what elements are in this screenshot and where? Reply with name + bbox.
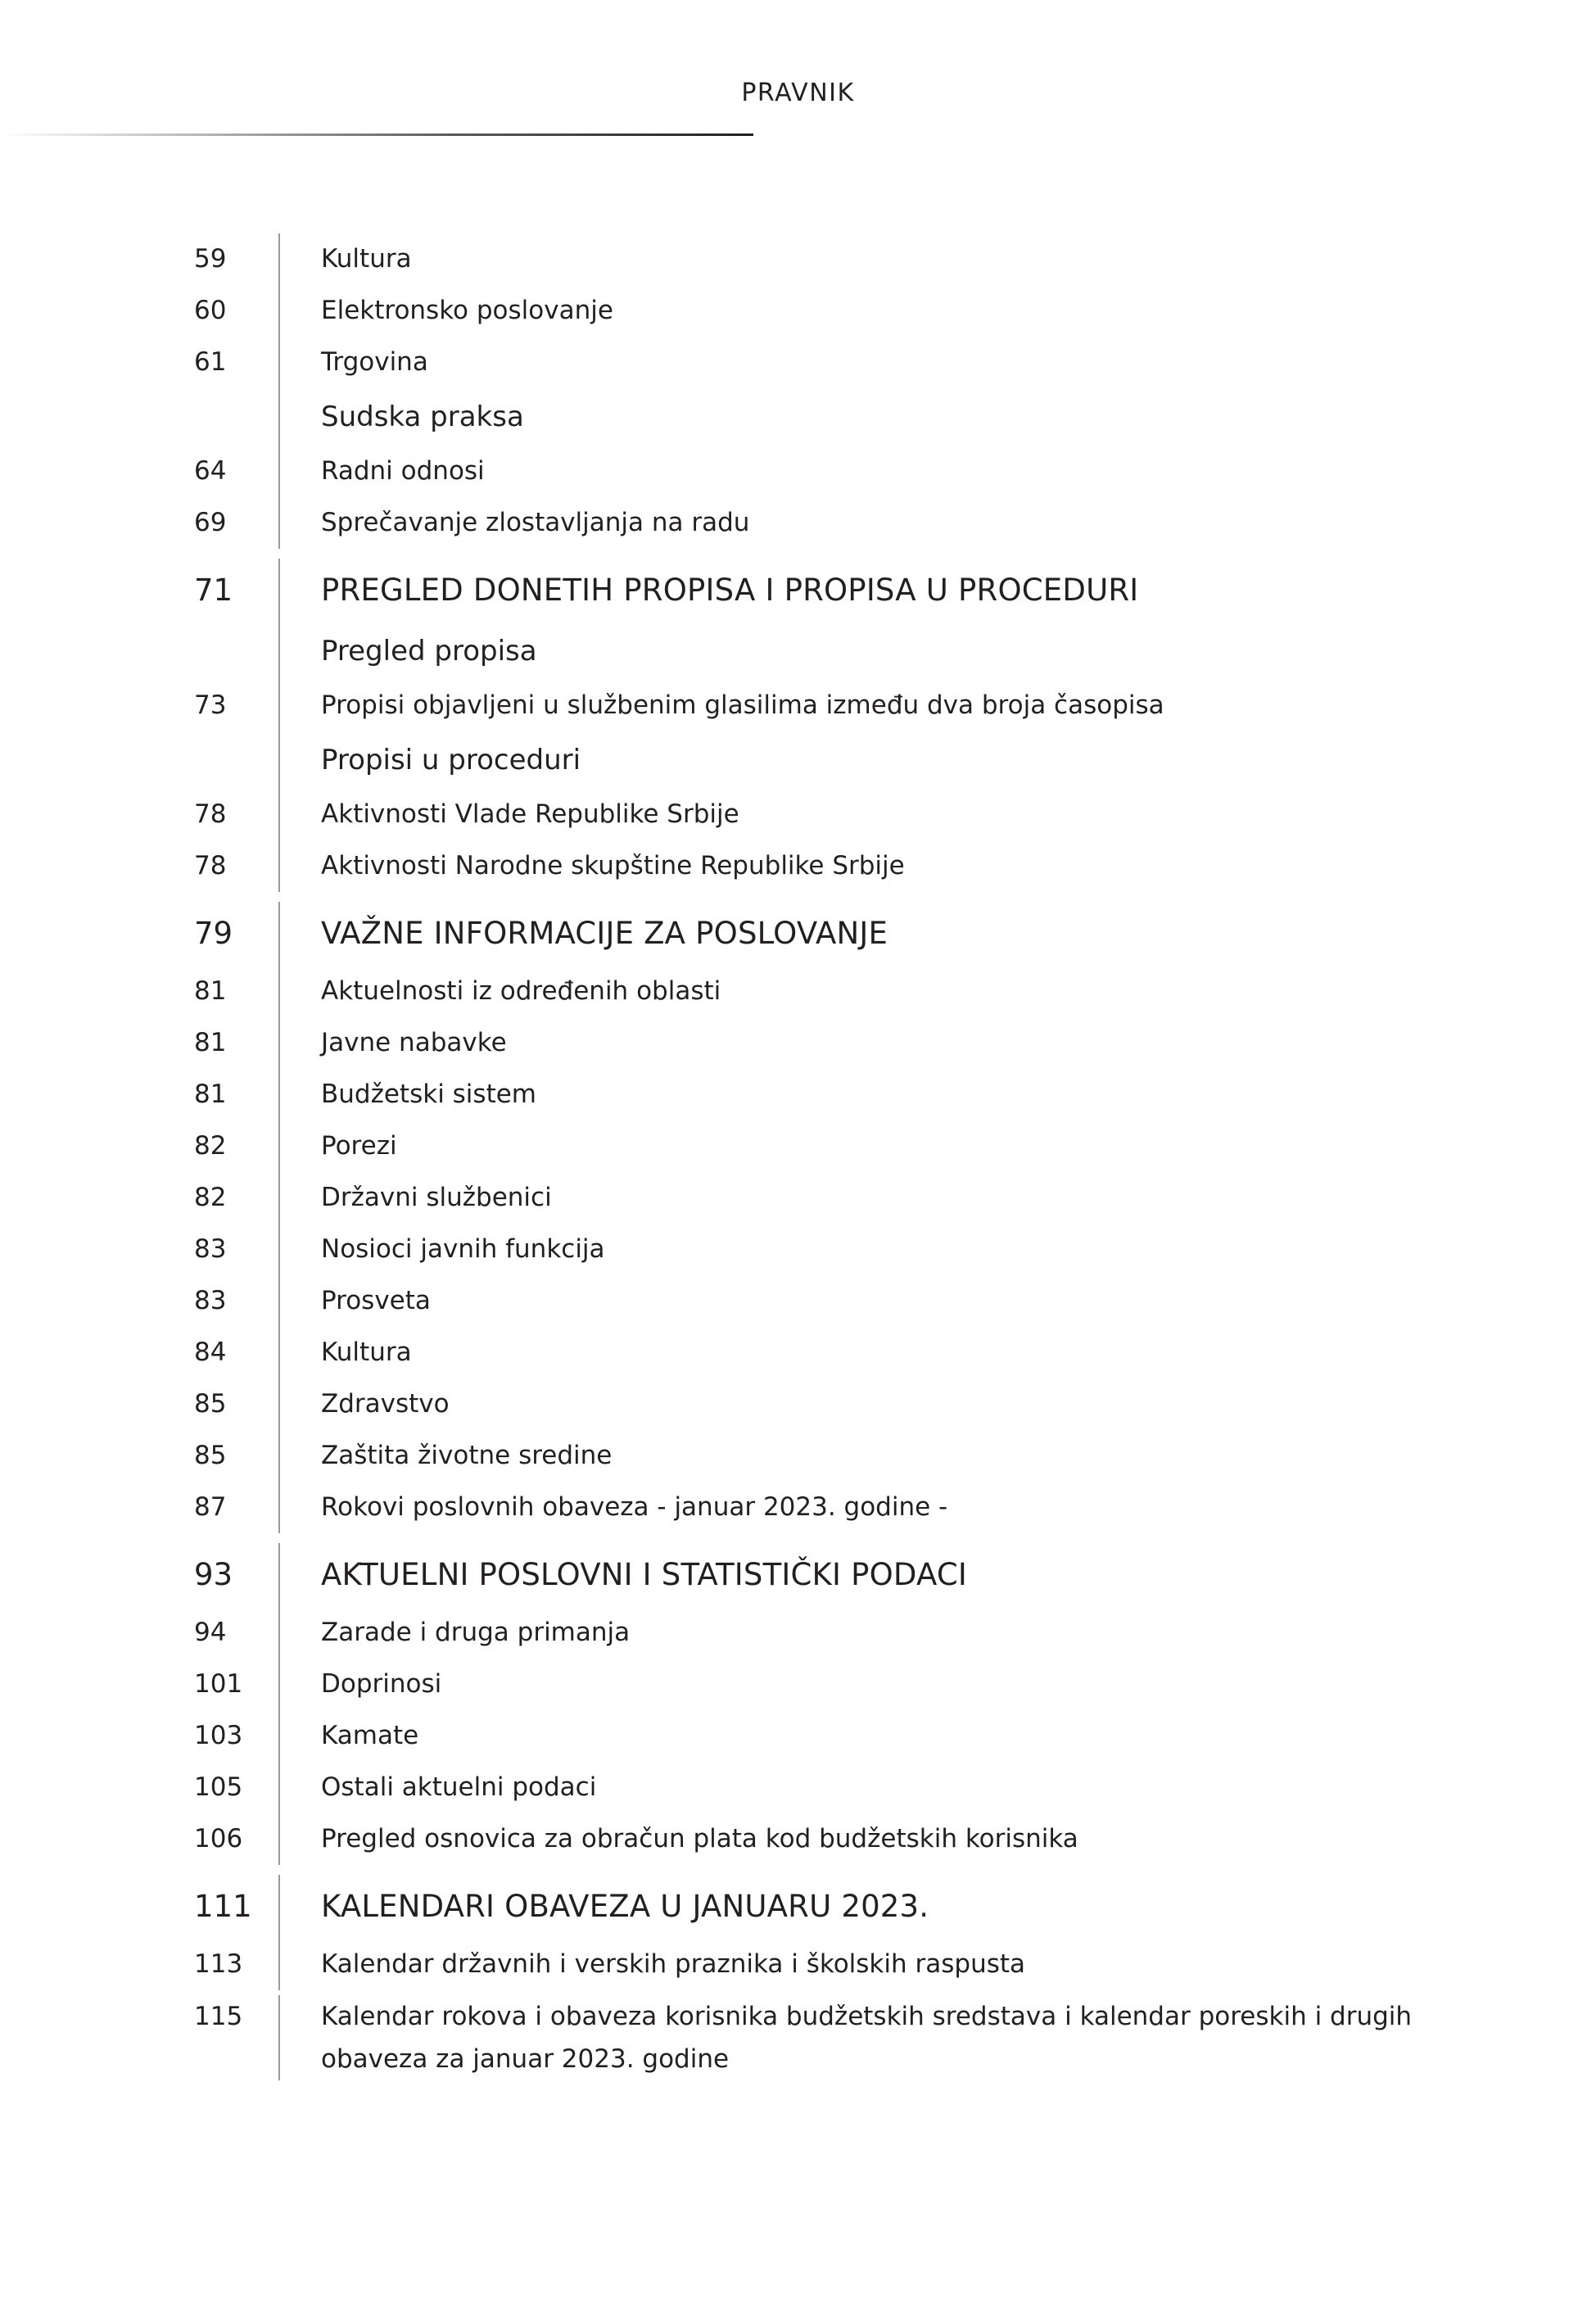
toc-page-number: 82 bbox=[194, 1183, 227, 1212]
toc-entry[interactable] bbox=[184, 1659, 1429, 1710]
toc-page-number: 79 bbox=[194, 916, 233, 951]
toc-entry[interactable] bbox=[184, 1120, 1429, 1172]
toc-page-number: 73 bbox=[194, 690, 227, 720]
toc-entry[interactable] bbox=[184, 1017, 1429, 1069]
toc-entry-label: Propisi objavljeni u službenim glasilima između dva broja časopisa bbox=[321, 690, 1164, 720]
toc-entry-label: Budžetski sistem bbox=[321, 1080, 537, 1109]
toc-page-number: 94 bbox=[194, 1618, 227, 1647]
toc-entry-label: Kultura bbox=[321, 244, 412, 274]
toc-page-number: 85 bbox=[194, 1389, 227, 1419]
toc-entry[interactable] bbox=[184, 233, 1429, 285]
toc-entry[interactable] bbox=[184, 1710, 1429, 1762]
toc-entry-label: AKTUELNI POSLOVNI I STATISTIČKI PODACI bbox=[321, 1557, 967, 1592]
toc-entry-label: Kultura bbox=[321, 1338, 412, 1367]
toc-entry[interactable] bbox=[184, 966, 1429, 1017]
toc-entry[interactable] bbox=[184, 680, 1429, 731]
toc-entry-label: Zaštita životne sredine bbox=[321, 1441, 613, 1470]
toc-entry[interactable] bbox=[184, 1224, 1429, 1275]
toc-page-number: 83 bbox=[194, 1286, 227, 1315]
toc-entry-label: Pregled osnovica za obračun plata kod budžetskih korisnika bbox=[321, 1824, 1078, 1854]
toc-entry-label: Aktivnosti Vlade Republike Srbije bbox=[321, 799, 739, 829]
toc-page-number: 82 bbox=[194, 1131, 227, 1161]
toc-entry-label: Porezi bbox=[321, 1131, 397, 1161]
toc-page-number: 78 bbox=[194, 851, 227, 880]
toc-entry-label: Pregled propisa bbox=[321, 635, 537, 668]
toc-entry-label: Državni službenici bbox=[321, 1183, 552, 1212]
toc-entry-label: Aktuelnosti iz određenih oblasti bbox=[321, 976, 721, 1006]
toc-entry[interactable] bbox=[184, 1275, 1429, 1327]
toc-entry-label: Sprečavanje zlostavljanja na radu bbox=[321, 508, 750, 537]
toc-entry[interactable] bbox=[184, 337, 1429, 388]
toc-entry-label: Kamate bbox=[321, 1721, 419, 1750]
toc-entry-label: Javne nabavke bbox=[321, 1028, 507, 1057]
toc-entry-label: Zdravstvo bbox=[321, 1389, 450, 1419]
toc-entry[interactable] bbox=[184, 1607, 1429, 1659]
toc-page-number: 60 bbox=[194, 296, 227, 325]
toc-page-number: 69 bbox=[194, 508, 227, 537]
toc-page-number: 101 bbox=[194, 1669, 243, 1699]
toc-page-number: 78 bbox=[194, 799, 227, 829]
toc-page-number: 103 bbox=[194, 1721, 243, 1750]
toc-entry-label: Prosveta bbox=[321, 1286, 431, 1315]
toc-page-number: 64 bbox=[194, 456, 227, 486]
toc-entry[interactable] bbox=[184, 1939, 1429, 1990]
toc-page-number: 85 bbox=[194, 1441, 227, 1470]
toc-page-number: 83 bbox=[194, 1234, 227, 1264]
toc-page-number: 84 bbox=[194, 1338, 227, 1367]
toc-entry[interactable] bbox=[184, 285, 1429, 337]
toc-entry-label: Trgovina bbox=[321, 347, 428, 377]
header-divider bbox=[0, 134, 753, 136]
toc-page-number: 105 bbox=[194, 1772, 243, 1802]
toc-page-number: 61 bbox=[194, 347, 227, 377]
toc-entry-label: VAŽNE INFORMACIJE ZA POSLOVANJE bbox=[321, 916, 888, 951]
toc-entry[interactable] bbox=[184, 1327, 1429, 1378]
toc-entry[interactable] bbox=[184, 497, 1429, 549]
toc-page-number: 71 bbox=[194, 573, 233, 608]
table-of-contents bbox=[184, 233, 1429, 2080]
toc-entry[interactable] bbox=[184, 1482, 1429, 1533]
toc-entry[interactable] bbox=[184, 789, 1429, 840]
toc-entry[interactable] bbox=[184, 1813, 1429, 1865]
toc-entry-label: Rokovi poslovnih obaveza - januar 2023. godine - bbox=[321, 1492, 948, 1522]
toc-entry[interactable] bbox=[184, 1069, 1429, 1120]
toc-entry-label: Propisi u proceduri bbox=[321, 744, 581, 776]
toc-entry[interactable] bbox=[184, 1378, 1429, 1430]
toc-page-number: 111 bbox=[194, 1889, 252, 1924]
toc-entry-label: Zarade i druga primanja bbox=[321, 1618, 631, 1647]
page-header bbox=[0, 79, 1596, 107]
toc-page-number: 81 bbox=[194, 976, 227, 1006]
toc-page-number: 106 bbox=[194, 1824, 243, 1854]
toc-entry[interactable] bbox=[184, 1543, 1429, 1607]
toc-entry-label: Nosioci javnih funkcija bbox=[321, 1234, 605, 1264]
toc-page-number: 81 bbox=[194, 1028, 227, 1057]
toc-entry[interactable] bbox=[184, 1995, 1429, 2080]
toc-entry-label: Sudska praksa bbox=[321, 401, 524, 433]
toc-entry-label: Ostali aktuelni podaci bbox=[321, 1772, 597, 1802]
toc-entry[interactable] bbox=[184, 1762, 1429, 1813]
toc-entry[interactable] bbox=[184, 731, 1429, 789]
toc-entry[interactable] bbox=[184, 902, 1429, 966]
toc-entry[interactable] bbox=[184, 1172, 1429, 1224]
toc-entry-label: Radni odnosi bbox=[321, 456, 485, 486]
toc-page-number: 115 bbox=[194, 2002, 243, 2031]
toc-entry-label: Kalendar državnih i verskih praznika i školskih raspusta bbox=[321, 1949, 1026, 1979]
toc-entry[interactable] bbox=[184, 622, 1429, 680]
toc-entry[interactable] bbox=[184, 840, 1429, 892]
page-title: PRAVNIK bbox=[741, 79, 855, 107]
toc-entry-label: Doprinosi bbox=[321, 1669, 442, 1699]
toc-page-number: 93 bbox=[194, 1557, 233, 1592]
toc-entry-label: Kalendar rokova i obaveza korisnika budžetskih sredstava i kalendar poreskih i drugih obaveza za januar 2023. godine bbox=[321, 2002, 1413, 2074]
toc-entry[interactable] bbox=[184, 559, 1429, 622]
toc-page-number: 87 bbox=[194, 1492, 227, 1522]
toc-entry[interactable] bbox=[184, 1875, 1429, 1939]
toc-page-number: 81 bbox=[194, 1080, 227, 1109]
toc-entry[interactable] bbox=[184, 388, 1429, 446]
toc-entry[interactable] bbox=[184, 1430, 1429, 1482]
toc-entry-label: Elektronsko poslovanje bbox=[321, 296, 613, 325]
toc-page-number: 59 bbox=[194, 244, 227, 274]
toc-entry[interactable] bbox=[184, 446, 1429, 497]
toc-entry-label: PREGLED DONETIH PROPISA I PROPISA U PROCEDURI bbox=[321, 573, 1139, 608]
toc-entry-label: Aktivnosti Narodne skupštine Republike Srbije bbox=[321, 851, 905, 880]
toc-entry-label: KALENDARI OBAVEZA U JANUARU 2023. bbox=[321, 1889, 929, 1924]
toc-page-number: 113 bbox=[194, 1949, 243, 1979]
